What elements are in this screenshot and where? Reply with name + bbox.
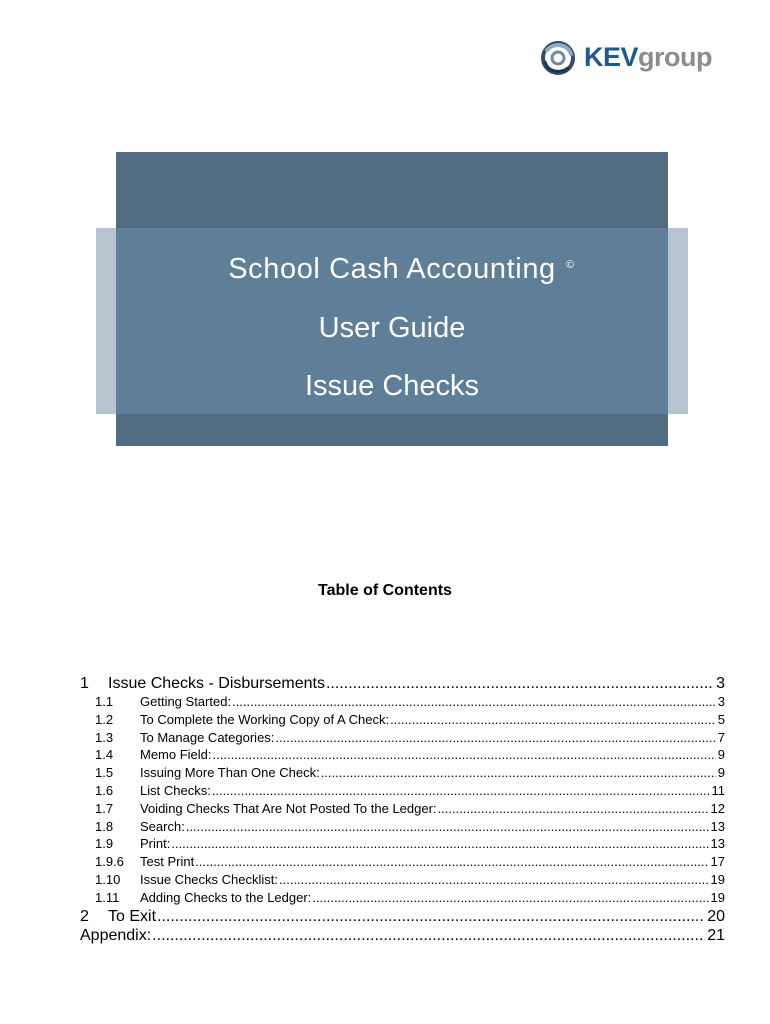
toc-leader bbox=[438, 800, 709, 818]
toc-leader bbox=[321, 764, 716, 782]
toc-entry[interactable] bbox=[80, 871, 725, 889]
toc-number: 1 bbox=[80, 675, 89, 692]
toc-number: 1.7 bbox=[95, 800, 114, 816]
toc-entry[interactable] bbox=[80, 835, 725, 853]
toc-entry[interactable] bbox=[80, 711, 725, 729]
toc-page: 9 bbox=[717, 765, 725, 781]
toc-page: 5 bbox=[717, 711, 725, 727]
toc-leader bbox=[186, 818, 709, 836]
toc-label: Getting Started: bbox=[140, 694, 232, 709]
toc-label: To Exit bbox=[108, 907, 157, 925]
toc-page: 13 bbox=[710, 818, 725, 834]
toc-number: 1.8 bbox=[95, 818, 114, 834]
toc-number: 1.2 bbox=[95, 711, 114, 727]
toc-entry[interactable] bbox=[80, 889, 725, 907]
toc-page: 19 bbox=[710, 871, 725, 887]
toc-leader bbox=[279, 871, 709, 889]
toc-entry[interactable] bbox=[80, 907, 725, 926]
toc-label: Adding Checks to the Ledger: bbox=[140, 889, 312, 905]
toc-entry[interactable] bbox=[80, 782, 725, 800]
toc-page: 11 bbox=[711, 782, 725, 798]
toc-entry[interactable] bbox=[80, 693, 725, 711]
toc-page: 9 bbox=[717, 747, 725, 763]
toc-number: 1.10 bbox=[95, 871, 121, 887]
toc-label: Appendix: bbox=[80, 926, 152, 944]
toc-label: Print: bbox=[140, 836, 171, 852]
toc-page: 3 bbox=[716, 675, 725, 692]
toc-entry[interactable] bbox=[80, 729, 725, 747]
toc-number: 1.4 bbox=[95, 747, 114, 763]
toc-leader bbox=[195, 853, 708, 871]
toc-label: To Complete the Working Copy of A Check: bbox=[140, 711, 390, 727]
toc-page: 21 bbox=[707, 926, 725, 944]
toc-label: Search: bbox=[140, 818, 185, 834]
toc-leader bbox=[212, 782, 710, 800]
toc-entry[interactable] bbox=[80, 746, 725, 764]
toc-number: 1.11 bbox=[95, 889, 120, 905]
toc-leader bbox=[390, 711, 716, 729]
toc-label: Issue Checks Checklist: bbox=[140, 871, 278, 887]
document-topic: Issue Checks bbox=[304, 370, 480, 402]
toc-label: Issue Checks - Disbursements bbox=[108, 675, 325, 692]
copyright-mark: © bbox=[566, 259, 575, 271]
toc-entry[interactable] bbox=[80, 764, 725, 782]
toc-number: 2 bbox=[80, 907, 89, 925]
toc-leader bbox=[275, 729, 715, 747]
logo-kev-text: KEV bbox=[584, 42, 639, 72]
toc-number: 1.9.6 bbox=[95, 854, 124, 870]
toc-page: 7 bbox=[717, 729, 725, 745]
toc-label: Voiding Checks That Are Not Posted To the Ledger: bbox=[140, 800, 437, 816]
toc-page: 17 bbox=[710, 854, 725, 870]
toc-entry[interactable] bbox=[80, 853, 725, 871]
toc-label: Memo Field: bbox=[140, 747, 212, 763]
toc-leader bbox=[171, 835, 708, 853]
toc-label: Issuing More Than One Check: bbox=[140, 765, 320, 781]
toc-number: 1.5 bbox=[95, 765, 114, 781]
document-subtitle: User Guide bbox=[318, 312, 466, 344]
document-title: School Cash Accounting bbox=[228, 253, 556, 285]
toc-number: 1.9 bbox=[95, 836, 114, 852]
toc-entry[interactable] bbox=[80, 800, 725, 818]
toc-page: 20 bbox=[707, 907, 725, 925]
toc-label: To Manage Categories: bbox=[140, 729, 275, 745]
toc-leader bbox=[213, 746, 716, 764]
toc-number: 1.6 bbox=[95, 782, 114, 798]
toc-leader bbox=[326, 674, 714, 693]
toc-page: 19 bbox=[710, 889, 725, 905]
toc-leader bbox=[157, 907, 705, 926]
toc-label: Test Print bbox=[140, 854, 195, 870]
kevgroup-logo bbox=[538, 36, 728, 80]
toc-page: 13 bbox=[710, 836, 725, 852]
kevgroup-swirl-icon bbox=[538, 36, 580, 80]
toc-page: 3 bbox=[717, 694, 725, 709]
toc-heading: Table of Contents bbox=[318, 582, 452, 599]
toc-label: List Checks: bbox=[140, 782, 211, 798]
toc-number: 1.3 bbox=[95, 729, 114, 745]
toc-leader bbox=[152, 926, 705, 945]
logo-group-text: group bbox=[638, 42, 713, 72]
toc-entry[interactable] bbox=[80, 674, 725, 693]
table-of-contents bbox=[80, 674, 725, 945]
toc-leader bbox=[232, 693, 716, 711]
toc-number: 1.1 bbox=[95, 694, 114, 709]
toc-entry[interactable] bbox=[80, 818, 725, 836]
toc-page: 12 bbox=[710, 800, 725, 816]
toc-entry[interactable] bbox=[80, 926, 725, 945]
toc-leader bbox=[312, 889, 708, 907]
